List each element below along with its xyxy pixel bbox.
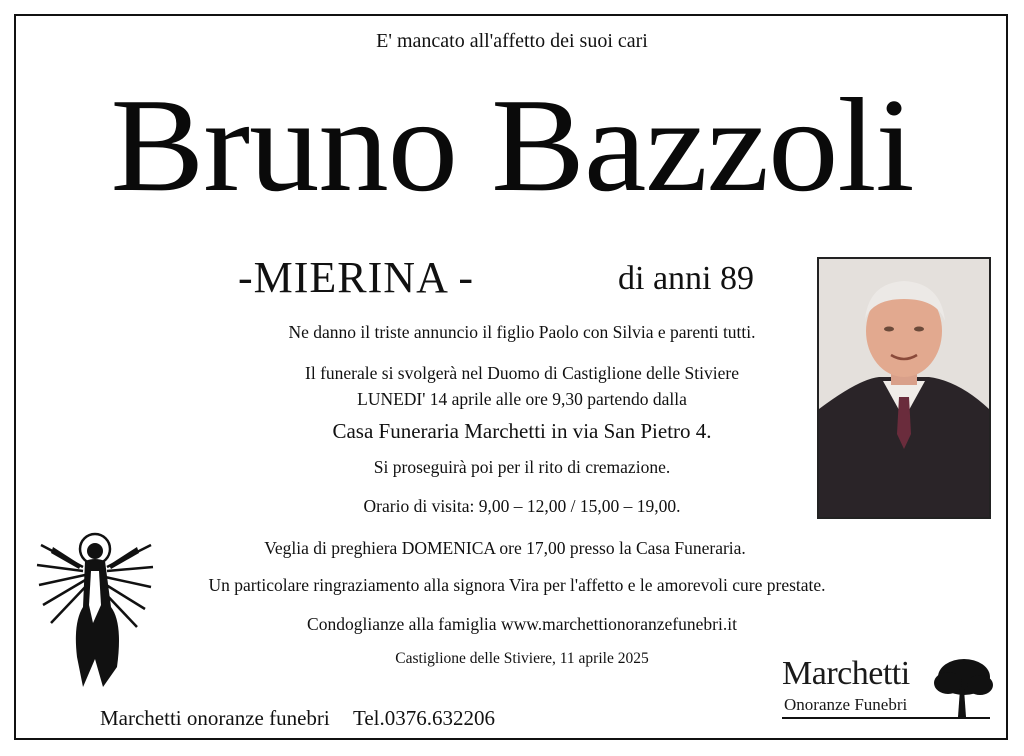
footer-phone: Tel.0376.632206 [352,706,496,730]
funeral-date-line: LUNEDI' 14 aprile alle ore 9,30 partendo dalla [357,389,687,409]
funeral-home-line: Casa Funeraria Marchetti in via San Pietro 4. [332,419,712,443]
deceased-age: di anni 89 [618,260,754,297]
tree-icon [930,655,994,721]
thanks-line: Un particolare ringraziamento alla signora Vira per l'affetto e le amorevoli cure prestate. [208,575,826,595]
condolences-line: Condoglianze alla famiglia www.marchettionoranzefunebri.it [307,614,737,634]
vigil-line: Veglia di preghiera DOMENICA ore 17,00 presso la Casa Funeraria. [264,538,746,558]
deceased-photo [817,257,991,519]
funeral-line: Il funerale si svolgerà nel Duomo di Castiglione delle Stiviere [305,363,739,383]
intro-text: E' mancato all'affetto dei suoi cari [376,30,648,52]
logo-name: Marchetti [782,655,910,692]
announcement-line: Ne danno il triste annuncio il figlio Paolo con Silvia e parenti tutti. [288,322,756,342]
deceased-name: Bruno Bazzoli [110,71,914,219]
footer [100,706,495,731]
place-date-line: Castiglione delle Stiviere, 11 aprile 2025 [395,650,649,667]
footer-company: Marchetti onoranze funebri [100,706,330,730]
cremation-line: Si proseguirà poi per il rito di cremazione. [373,457,671,477]
risen-christ-icon [33,527,157,693]
logo-subtitle: Onoranze Funebri [784,695,908,714]
deceased-nickname: -MIERINA - [238,253,475,302]
visiting-hours-line: Orario di visita: 9,00 – 12,00 / 15,00 – 19,00. [363,496,681,516]
company-logo [782,655,1002,723]
